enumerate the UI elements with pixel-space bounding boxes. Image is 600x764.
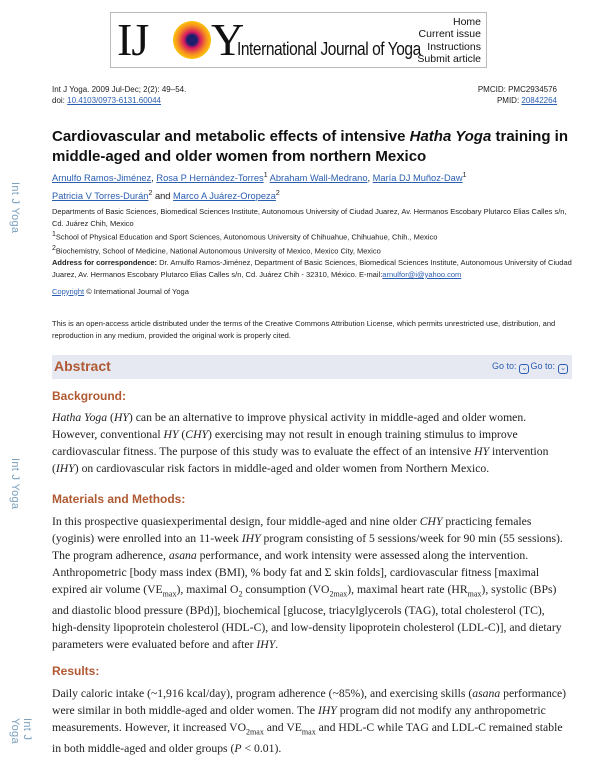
license-notice: This is an open-access article distributed under the terms of the Creative Commons Attribution License, which permits unrestricted use, distribution, and reproduction in any medium, provided the original work is properly cited. xyxy=(52,319,556,340)
pmid-link[interactable]: 20842264 xyxy=(521,96,557,105)
abstract-heading: Abstract xyxy=(54,358,111,374)
article-title xyxy=(52,127,572,167)
abstract-header xyxy=(52,355,572,379)
journal-citation: Int J Yoga. 2009 Jul-Dec; 2(2): 49–54. xyxy=(52,85,187,94)
author-link[interactable]: María DJ Muñoz-Daw xyxy=(372,173,463,184)
goto-controls xyxy=(492,361,569,374)
journal-name: International Journal of Yoga xyxy=(237,39,421,59)
nav-submit-article-link[interactable]: Submit article xyxy=(417,52,481,65)
author-link[interactable]: Marco A Juárez-Oropeza xyxy=(173,191,276,202)
side-label-running-title: Int J Yoga xyxy=(9,458,21,510)
chevron-down-icon[interactable]: ⌄ xyxy=(558,364,568,374)
affiliation-2-text: Biochemistry, School of Medicine, National Autonomous University of Mexico, Mexico City, Mexico xyxy=(55,246,381,256)
identifiers xyxy=(478,84,557,106)
correspondence xyxy=(52,257,572,280)
side-label-running-title: Int J Yoga xyxy=(9,718,33,744)
logo-letters: IJ xyxy=(117,14,149,65)
pmcid: PMCID: PMC2934576 xyxy=(477,85,557,94)
affiliation-2 xyxy=(52,243,572,257)
doi-label: doi: xyxy=(52,96,65,105)
email-link[interactable]: arnulfor@i@yahoo.com xyxy=(382,269,462,279)
nav-home-link[interactable]: Home xyxy=(452,16,481,28)
copyright-text: © International Journal of Yoga xyxy=(84,286,189,296)
nav-current-issue-link[interactable]: Current issue xyxy=(418,28,481,41)
methods-heading: Materials and Methods: xyxy=(52,492,186,506)
pmid-label: PMID: xyxy=(496,96,520,105)
results-heading: Results: xyxy=(52,664,100,678)
affiliation-main: Departments of Basic Sciences, Biomedical Sciences Institute, Autonomous University of Ciudad Juarez, Av. Hermanos Escobary Plutarco Elias Calles s/n, Cd. Juárez Chih, Mexico xyxy=(52,207,567,228)
logo-letter-y: Y xyxy=(211,14,245,65)
citation-line xyxy=(52,84,186,106)
correspondence-text: Dr. Arnulfo Ramos-Jiménez, Department of Basic Sciences, Biomedical Sciences Institute, Autonomous University of Ciudad Juarez, Av. Hermanos Escobary Plutarco Elias Calles s/n, Cd. Juárez Chih - 32310, México. E-mail: xyxy=(52,258,572,279)
title-text-end: training in middle-aged and older women from northern Mexico xyxy=(52,128,568,165)
background-paragraph: Hatha Yoga (HY) can be an alternative to improve physical activity in middle-aged and older women. However, conventional HY (CHY) exercising may not result in enough training stimulus to improve cardiovascular fitness. The purpose of this study was to evaluate the effect of an intensive HY intervention (IHY) on cardiovascular risk factors in middle-aged and older women from Northern Mexico. xyxy=(52,411,549,475)
affiliations xyxy=(52,206,572,297)
nav-instructions-link[interactable]: Instructions xyxy=(427,40,481,53)
author-link[interactable]: Patricia V Torres-Durán xyxy=(52,191,149,202)
methods-paragraph: In this prospective quasiexperimental design, four middle-aged and nine older CHY practicing females (yoginis) were enrolled into an 11-week IHY program consisting of 5 sessions/week for 90 min (55 sessions). The program adherence, asana performance, and work intensity were assessed along the intervention. Anthropometric [body mass index (BMI), % body fat and Σ skin folds], cardiovascular fitness [maximal expired air volume $(VE_{max})$, maximal $O_2$ consumption $(VO_{2max})$, maximal heart rate $(HR_{max})$, systolic (BPs) and diastolic blood pressure (BPd)], biochemical [glucose, triacylglycerols (TAG), total cholesterol (TC), high-density lipoprotein cholesterol (HDL-C), and low-density lipoprotein cholesterol (LDL-C)], and dietary parameters were evaluated before and after IHY. xyxy=(52,515,563,652)
results-paragraph: Daily caloric intake (~1,916 kcal/day), program adherence (~85%), and exercising skills (asana performance) were similar in both middle-aged and older women. The IHY program did not modify any anthropometric measurements. However, it increased $VO_{2max}$ and $VE_{max}$ and HDL-C while TAG and LDL-C remained stable in both middle-aged and older groups (P < 0.01). xyxy=(52,687,567,756)
author-link[interactable]: Rosa P Hernández-Torres xyxy=(156,173,264,184)
background-heading: Background: xyxy=(52,389,127,403)
title-text: Cardiovascular and metabolic effects of intensive xyxy=(52,128,410,145)
journal-nav xyxy=(417,16,481,65)
sun-logo-icon xyxy=(173,21,211,59)
side-label-running-title: Int J Yoga xyxy=(9,182,21,234)
affil-marker: 1 xyxy=(263,172,268,179)
affil-number: 2 xyxy=(52,245,56,253)
author-link[interactable]: Arnulfo Ramos-Jiménez xyxy=(52,173,152,184)
correspondence-label: Address for correspondence: xyxy=(52,258,158,268)
copyright-link[interactable]: Copyright xyxy=(52,286,85,296)
author-list: Arnulfo Ramos-Jiménez, Rosa P Hernández-Torres$^1$ Abraham Wall-Medrano, María DJ Muñoz-Daw$^1$ Patricia V Torres-Durán$^2$ and Marco A Juárez-Oropeza$^2$ xyxy=(52,172,467,202)
affiliation-1-text: School of Physical Education and Sport Sciences, Autonomous University of Chihuahue, Chihuahue, Chih., Mexico xyxy=(55,232,438,242)
goto-link[interactable]: Go to: xyxy=(491,361,517,371)
goto-link[interactable]: Go to: xyxy=(530,361,555,371)
chevron-down-icon[interactable]: ⌄ xyxy=(519,364,529,374)
title-italic: Hatha Yoga xyxy=(409,128,492,145)
journal-banner xyxy=(110,12,487,68)
affil-marker: 1 xyxy=(462,172,467,179)
affil-marker: 2 xyxy=(275,190,280,198)
affil-marker: 2 xyxy=(148,190,153,198)
affiliation-1 xyxy=(52,229,572,243)
affil-number: 1 xyxy=(52,231,56,239)
author-link[interactable]: Abraham Wall-Medrano xyxy=(269,173,368,184)
doi-link[interactable]: 10.4103/0973-6131.60044 xyxy=(67,96,162,105)
copyright xyxy=(52,286,572,298)
